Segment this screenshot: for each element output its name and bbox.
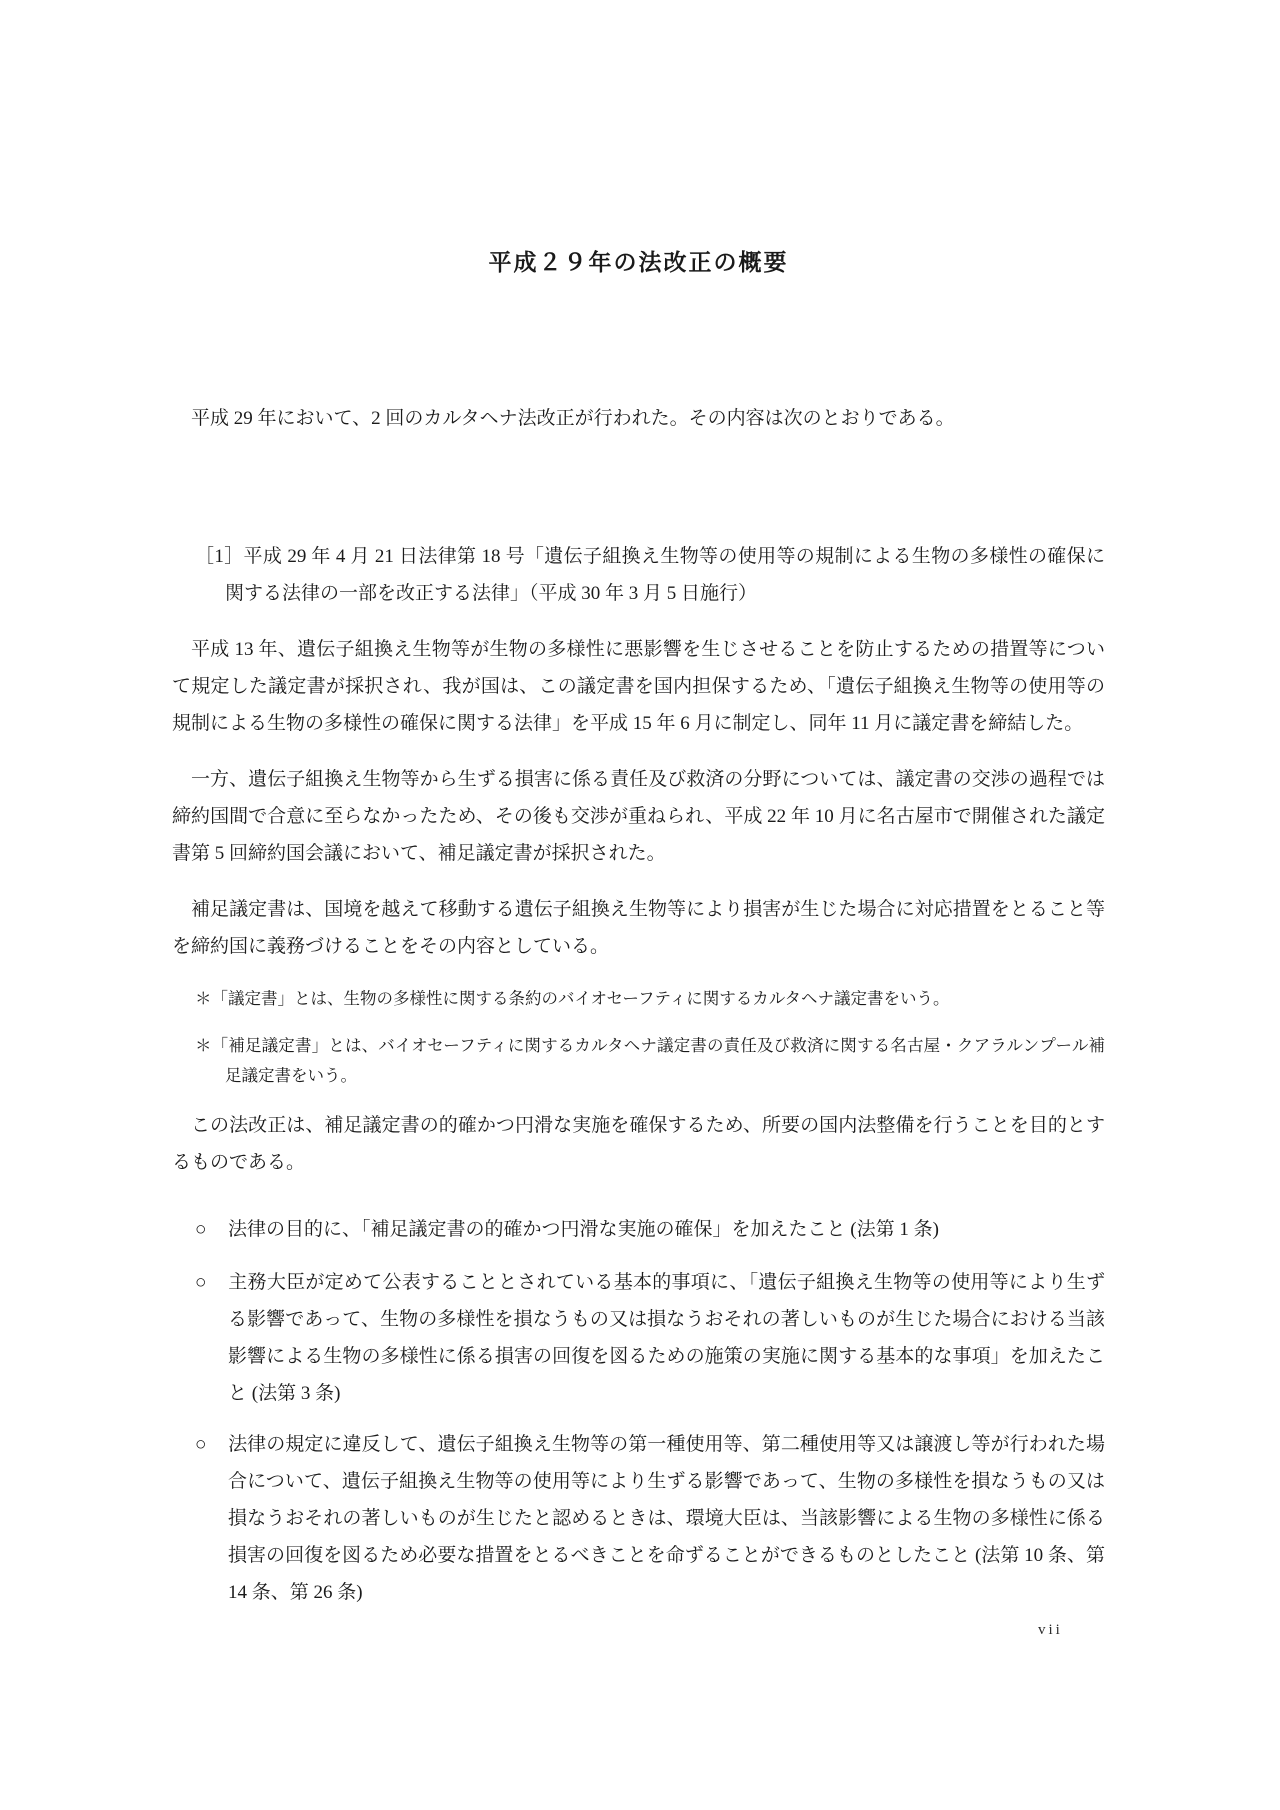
bullet-item-law-purpose	[172, 1211, 1105, 1248]
bullet-text: 法律の目的に、「補足議定書の的確かつ円滑な実施の確保」を加えたこと (法第 1 条)	[228, 1219, 939, 1241]
bullet-text: 主務大臣が定めて公表することとされている基本的事項に、「遺伝子組換え生物等の使用等により生ずる影響であって、生物の多様性を損なうもの又は損なうおそれの著しいものが生じた場合における当該影響による生物の多様性に係る損害の回復を図るための施策の実施に関する基本的な事項」を加えたこと (法第 3 条)	[228, 1272, 1105, 1405]
circle-bullet-icon: ○	[195, 1219, 207, 1241]
bullet-item-minister-order	[172, 1426, 1105, 1611]
paragraph-supplementary-protocol-content: 補足議定書は、国境を越えて移動する遺伝子組換え生物等により損害が生じた場合に対応措置をとること等を締約国に義務づけることをその内容としている。	[172, 899, 1105, 958]
footnotes	[172, 984, 1105, 1091]
circle-bullet-icon: ○	[195, 1272, 207, 1294]
page-title: 平成２９年の法改正の概要	[488, 249, 789, 276]
paragraph-amendment-purpose: この法改正は、補足議定書の的確かつ円滑な実施を確保するため、所要の国内法整備を行うことを目的とするものである。	[172, 1115, 1105, 1174]
paragraph-supplementary-protocol-adoption: 一方、遺伝子組換え生物等から生ずる損害に係る責任及び救済の分野については、議定書の交渉の過程では締約国間で合意に至らなかったため、その後も交渉が重ねられ、平成 22 年 10 月に名古屋市で開催された議定書第 5 回締約国会議において、補足議定書が採択された。	[172, 769, 1105, 865]
bullet-item-basic-matters	[172, 1264, 1105, 1412]
circle-bullet-icon: ○	[195, 1434, 207, 1456]
bullet-text: 法律の規定に違反して、遺伝子組換え生物等の第一種使用等、第二種使用等又は譲渡し等が行われた場合について、遺伝子組換え生物等の使用等により生ずる影響であって、生物の多様性を損なうもの又は損なうおそれの著しいものが生じたと認めるときは、環境大臣は、当該影響による生物の多様性に係る損害の回復を図るため必要な措置をとるべきことを命ずることができるものとしたこと (法第 10 条、第 14 条、第 26 条)	[228, 1434, 1105, 1604]
page-number: vii	[1038, 1622, 1063, 1638]
footnote-protocol-definition: ＊「議定書」とは、生物の多様性に関する条約のバイオセーフティに関するカルタヘナ議定書をいう。	[195, 990, 950, 1009]
intro-paragraph: 平成 29 年において、2 回のカルタヘナ法改正が行われた。その内容は次のとおりである。	[191, 408, 955, 430]
section-heading: ［1］平成 29 年 4 月 21 日法律第 18 号「遺伝子組換え生物等の使用等の規制による生物の多様性の確保に関する法律の一部を改正する法律」（平成 30 年 3 月 5 日施行）	[195, 546, 1105, 605]
paragraph-protocol-history: 平成 13 年、遺伝子組換え生物等が生物の多様性に悪影響を生じさせることを防止するための措置等について規定した議定書が採択され、我が国は、この議定書を国内担保するため、「遺伝子組換え生物等の使用等の規制による生物の多様性の確保に関する法律」を平成 15 年 6 月に制定し、同年 11 月に議定書を締結した。	[172, 639, 1105, 735]
footnote-supplementary-protocol-definition: ＊「補足議定書」とは、バイオセーフティに関するカルタヘナ議定書の責任及び救済に関する名古屋・クアラルンプール補足議定書をいう。	[195, 1036, 1105, 1085]
